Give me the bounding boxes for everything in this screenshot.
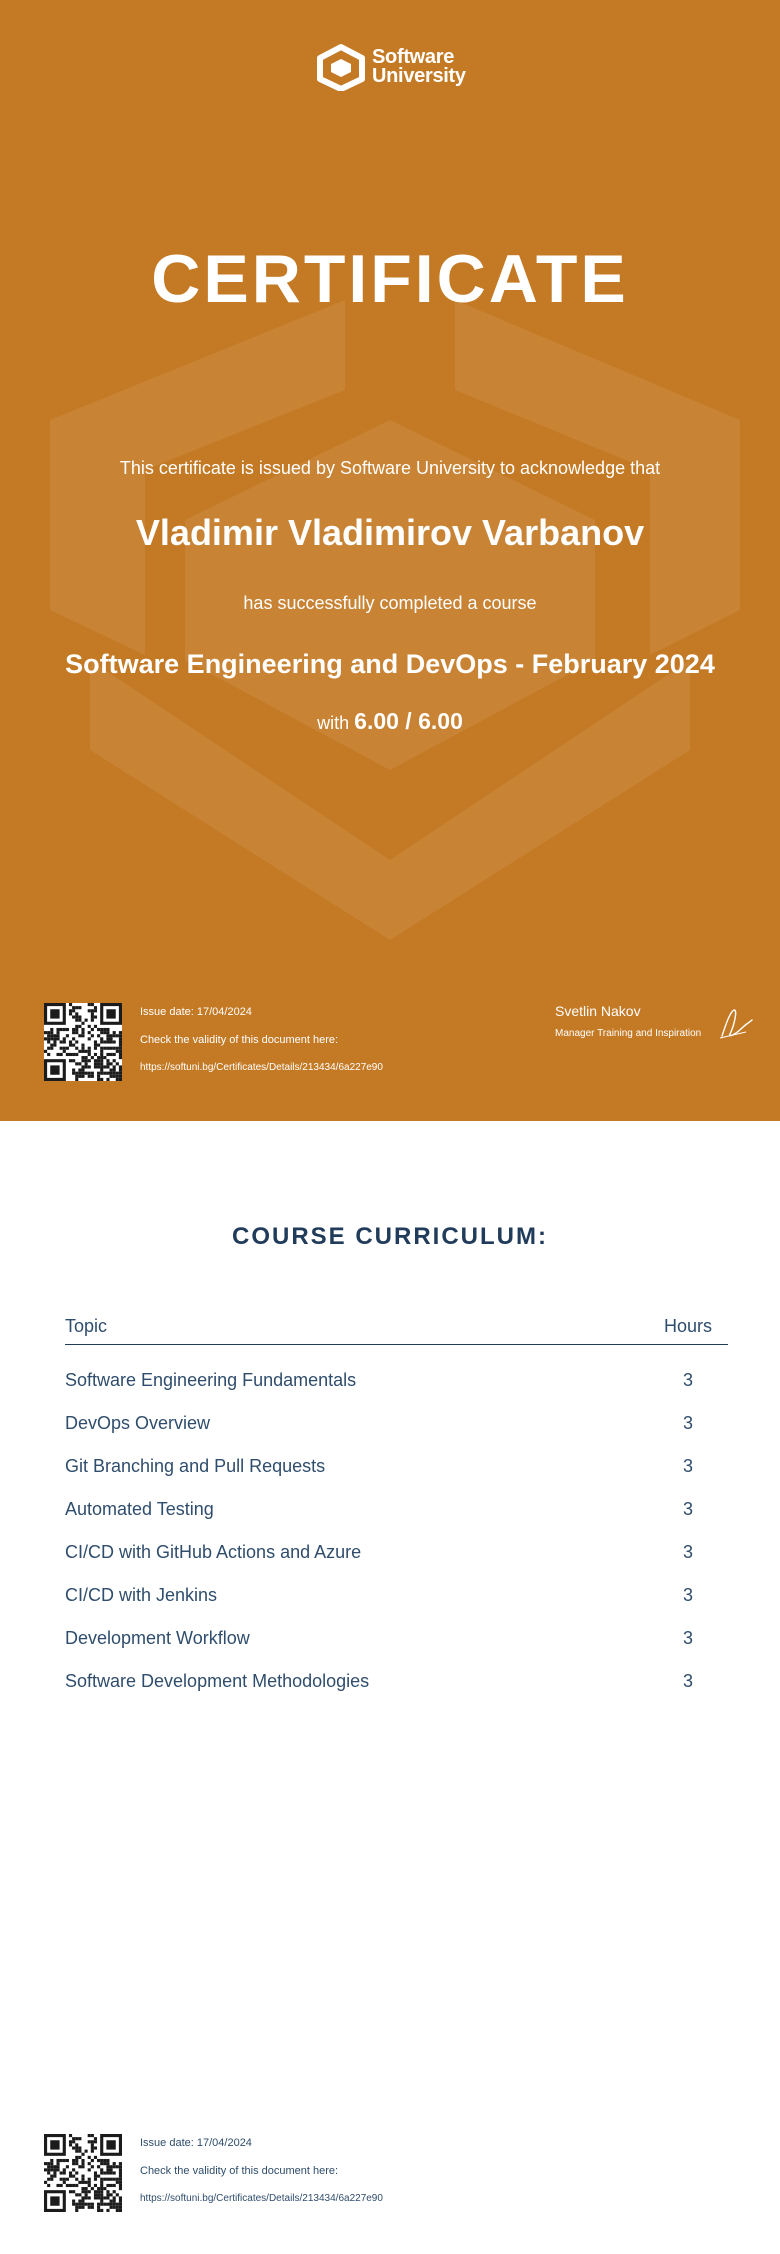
grade-value: 6.00 / 6.00 [354, 708, 463, 734]
table-row [65, 1620, 728, 1663]
row-topic: Git Branching and Pull Requests [65, 1456, 326, 1476]
row-topic: Software Development Methodologies [65, 1671, 370, 1691]
row-hours: 3 [682, 1499, 693, 1519]
row-hours: 3 [682, 1671, 693, 1691]
row-topic: Software Engineering Fundamentals [65, 1370, 357, 1390]
row-topic: DevOps Overview [65, 1413, 211, 1433]
row-hours: 3 [682, 1585, 693, 1605]
row-hours: 3 [682, 1542, 693, 1562]
row-topic: CI/CD with Jenkins [65, 1585, 218, 1605]
watermark-logo-icon [0, 0, 780, 1121]
certificate-panel [0, 0, 780, 1121]
row-topic: CI/CD with GitHub Actions and Azure [65, 1542, 362, 1562]
validity-text: Check the validity of this document here: [140, 1034, 339, 1046]
signature-icon [716, 1004, 756, 1044]
qr-code-icon [44, 1003, 122, 1081]
course-name: Software Engineering and DevOps - February 2024 [65, 649, 715, 679]
softuni-logo [316, 42, 476, 92]
curriculum-title: COURSE CURRICULUM: [232, 1223, 548, 1250]
grade-prefix: with [317, 713, 350, 733]
table-row [65, 1534, 728, 1577]
certificate-intro: This certificate is issued by Software University to acknowledge that [119, 458, 661, 478]
grade-line [0, 704, 780, 740]
row-hours: 3 [682, 1628, 693, 1648]
validity-link[interactable]: https://softuni.bg/Certificates/Details/213434/6a227e90 [140, 2193, 383, 2204]
signer-role: Manager Training and Inspiration [555, 1028, 702, 1039]
logo-line-1: Software [372, 46, 455, 68]
table-row [65, 1663, 728, 1706]
column-hours: Hours [663, 1316, 712, 1336]
softuni-logo-icon [316, 43, 366, 91]
table-row [65, 1448, 728, 1491]
completion-text: has successfully completed a course [243, 593, 537, 613]
table-row [65, 1362, 728, 1405]
qr-code[interactable] [44, 2134, 122, 2212]
row-topic: Automated Testing [65, 1499, 214, 1519]
certificate-title: CERTIFICATE [151, 241, 629, 317]
recipient-name: Vladimir Vladimirov Varbanov [135, 512, 645, 553]
curriculum-table-body [65, 1362, 728, 1706]
row-hours: 3 [682, 1456, 693, 1476]
validity-text: Check the validity of this document here: [140, 2165, 339, 2177]
logo-line-2: University [372, 65, 466, 87]
column-topic: Topic [65, 1316, 108, 1336]
row-hours: 3 [682, 1413, 693, 1433]
qr-code-icon [44, 2134, 122, 2212]
table-row [65, 1491, 728, 1534]
issue-date: Issue date: 17/04/2024 [140, 2137, 252, 2149]
signer-name: Svetlin Nakov [555, 1003, 641, 1019]
issue-date: Issue date: 17/04/2024 [140, 1006, 252, 1018]
row-topic: Development Workflow [65, 1628, 250, 1648]
table-row [65, 1577, 728, 1620]
curriculum-table-header [65, 1308, 728, 1345]
row-hours: 3 [682, 1370, 693, 1390]
table-row [65, 1405, 728, 1448]
validity-link[interactable]: https://softuni.bg/Certificates/Details/213434/6a227e90 [140, 1062, 383, 1073]
qr-code[interactable] [44, 1003, 122, 1081]
